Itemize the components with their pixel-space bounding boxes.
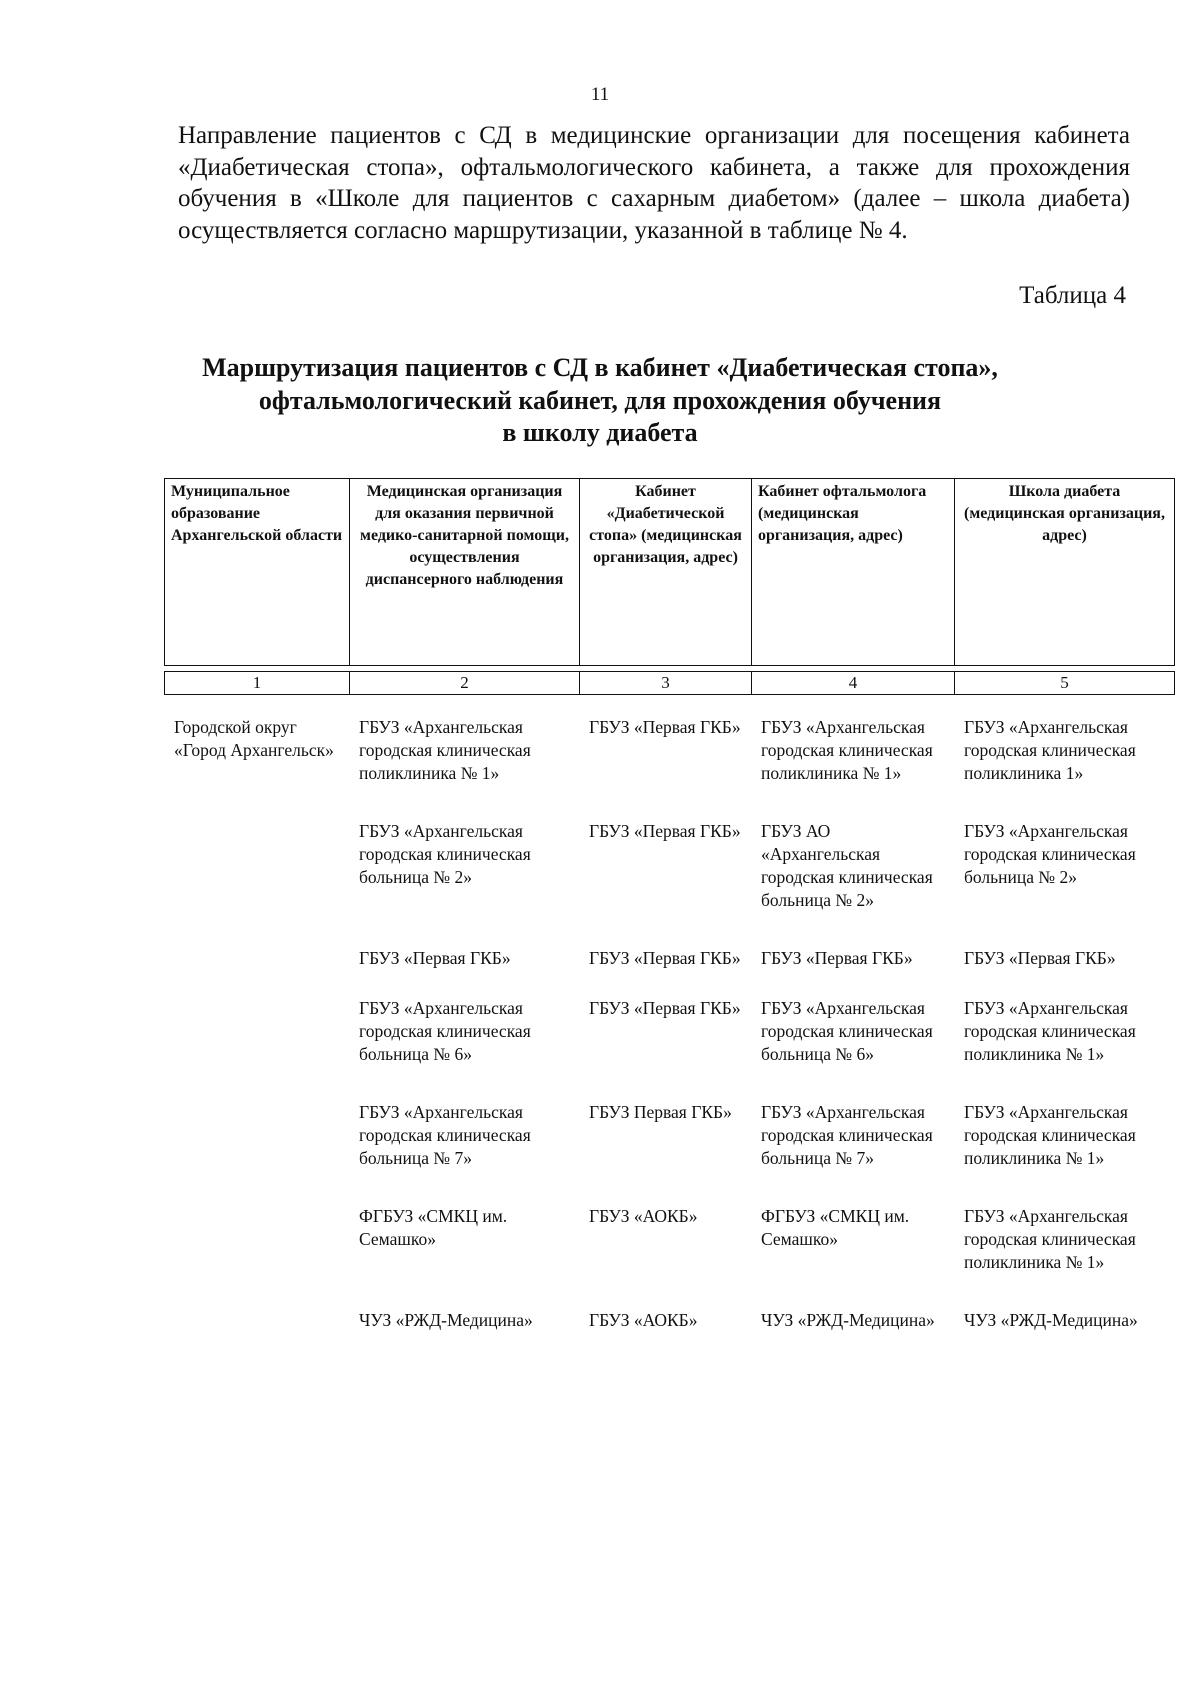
table-cell: ФГБУЗ «СМКЦ им. Семашко» — [761, 1206, 910, 1249]
municipality-cell: Городской округ «Город Архангельск» — [174, 717, 334, 760]
title-line: в школу диабета — [502, 418, 698, 447]
title-line: Маршрутизация пациентов с СД в кабинет «Диабетическая стопа», — [202, 353, 998, 382]
table-cell: ГБУЗ «Архангельская городская клиническая поликлиника № 1» — [761, 717, 933, 783]
table-cell: ГБУЗ «Первая ГКБ» — [589, 717, 741, 737]
table-cell: ГБУЗ «Архангельская городская клиническая больница № 7» — [761, 1102, 933, 1168]
table-cell: ГБУЗ «Архангельская городская клиническая больница № 2» — [359, 821, 531, 887]
table-cell: ГБУЗ «Первая ГКБ» — [761, 948, 913, 968]
routing-table-header — [164, 478, 1175, 666]
table-cell: ГБУЗ «Архангельская городская клиническая больница № 2» — [964, 821, 1136, 887]
column-number: 1 — [165, 672, 350, 695]
column-number: 3 — [580, 672, 752, 695]
title-line: офтальмологический кабинет, для прохождения обучения — [258, 385, 942, 415]
column-number: 4 — [752, 672, 955, 695]
column-number: 2 — [350, 672, 580, 695]
column-number-row — [164, 671, 1175, 695]
table-row — [164, 716, 1174, 820]
table-cell: ГБУЗ «Первая ГКБ» — [589, 998, 741, 1018]
column-header-diabetes-school: Школа диабета (медицинская организация, адрес) — [955, 479, 1175, 666]
page-number: 11 — [590, 84, 610, 105]
table-cell: ГБУЗ «АОКБ» — [589, 1206, 698, 1226]
column-header-diabetic-foot: Кабинет «Диабетической стопа» (медицинская организация, адрес) — [580, 479, 752, 666]
table-cell: ГБУЗ «Архангельская городская клиническая больница № 6» — [359, 998, 531, 1064]
column-header-primary-care: Медицинская организация для оказания первичной медико-санитарной помощи, осуществления диспансерного наблюдения — [350, 479, 580, 666]
table-cell: ГБУЗ «Архангельская городская клиническая поликлиника № 1» — [964, 1102, 1136, 1168]
table-cell: ЧУЗ «РЖД-Медицина» — [359, 1310, 533, 1330]
table-cell: ГБУЗ Первая ГКБ» — [589, 1102, 732, 1122]
table-label: Таблица 4 — [1019, 282, 1126, 309]
table-cell: ГБУЗ «Архангельская городская клиническая поликлиника № 1» — [964, 1206, 1136, 1272]
table-cell: ГБУЗ «Первая ГКБ» — [964, 948, 1116, 968]
table-cell: ГБУЗ «Первая ГКБ» — [589, 948, 741, 968]
table-title — [150, 352, 1050, 450]
routing-table-body — [164, 716, 1174, 1367]
intro-paragraph: Направление пациентов с СД в медицинские организации для посещения кабинета «Диабетическая стопа», офтальмологического кабинета, а также для прохождения обучения в «Школе для пациентов с сахарным диабетом» (далее – школа диабета) осуществляется согласно маршрутизации, указанной в таблице № 4. — [178, 122, 1130, 244]
table-cell: ГБУЗ «АОКБ» — [589, 1310, 698, 1330]
table-cell: ГБУЗ АО «Архангельская городская клиническая больница № 2» — [761, 821, 933, 910]
table-cell: ЧУЗ «РЖД-Медицина» — [761, 1310, 935, 1330]
column-header-ophthalmologist: Кабинет офтальмолога (медицинская организация, адрес) — [752, 479, 955, 666]
table-cell: ГБУЗ «Архангельская городская клиническая больница № 6» — [761, 998, 933, 1064]
table-cell: ГБУЗ «Архангельская городская клиническая поликлиника № 1» — [964, 998, 1136, 1064]
column-header-municipality: Муниципальное образование Архангельской области — [165, 479, 350, 666]
table-cell: ГБУЗ «Первая ГКБ» — [359, 948, 511, 968]
table-cell: ЧУЗ «РЖД-Медицина» — [964, 1310, 1138, 1330]
table-cell: ГБУЗ «Первая ГКБ» — [589, 821, 741, 841]
table-cell: ФГБУЗ «СМКЦ им. Семашко» — [359, 1206, 508, 1249]
table-cell: ГБУЗ «Архангельская городская клиническая поликлиника № 1» — [359, 717, 531, 783]
column-number: 5 — [955, 672, 1175, 695]
table-cell: ГБУЗ «Архангельская городская клиническая больница № 7» — [359, 1102, 531, 1168]
table-cell: ГБУЗ «Архангельская городская клиническая поликлиника 1» — [964, 717, 1136, 783]
